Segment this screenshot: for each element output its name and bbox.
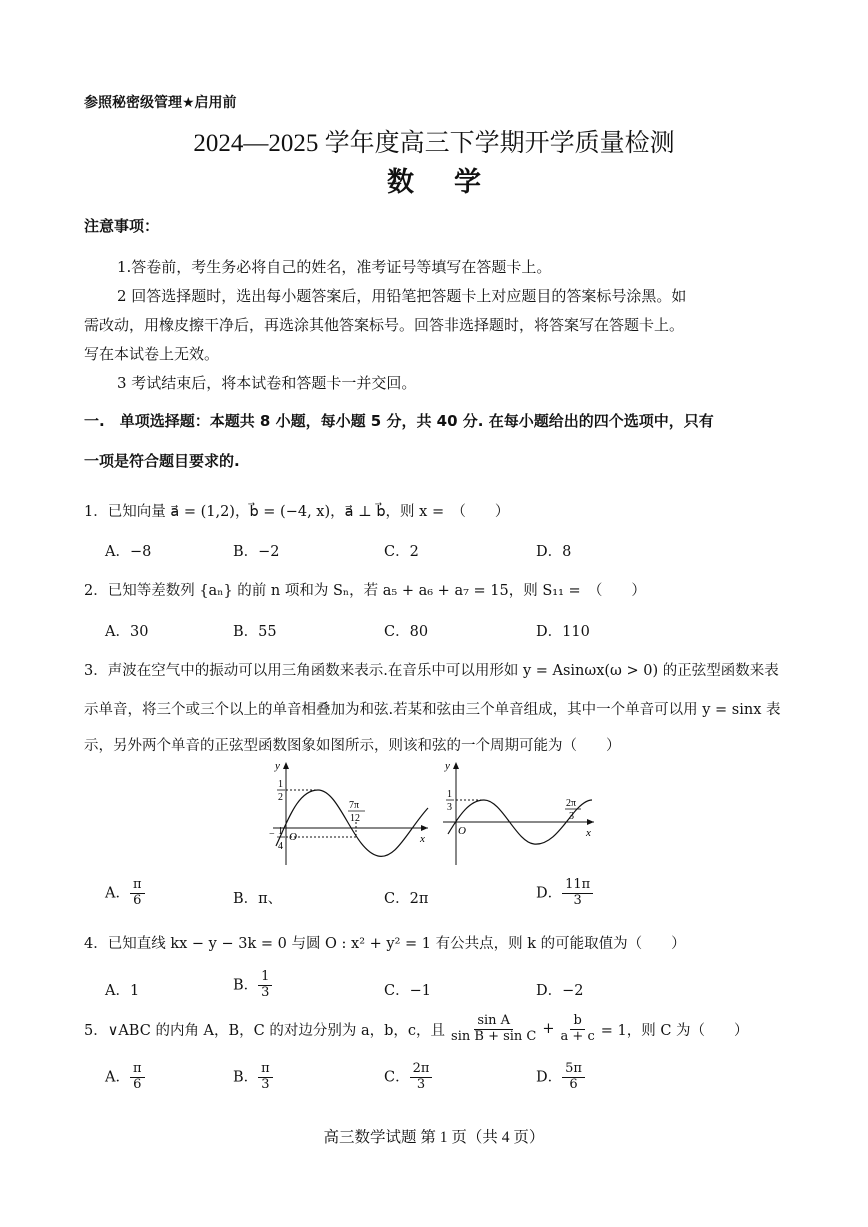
q4-option-b-numerator: 1 — [258, 970, 272, 986]
question-3-line3: 示，另外两个单音的正弦型函数图象如图所示，则该和弦的一个周期可能为（ ） — [84, 738, 621, 754]
section-heading-line2: 一项是符合题目要求的. — [84, 452, 240, 470]
q5-option-b-label: B． — [233, 1069, 259, 1086]
x-mark-denominator: 3 — [569, 811, 574, 822]
q5-option-a-numerator: π — [130, 1062, 145, 1078]
q5-fraction-2-numerator: b — [570, 1014, 584, 1030]
notice-item-2-end: 写在本试卷上无效。 — [84, 345, 220, 363]
max-value-numerator: 1 — [447, 789, 452, 800]
origin-label: O — [289, 831, 297, 843]
notice-item-2-cont: 需改动，用橡皮擦干净后，再选涂其他答案标号。回答非选择题时，将答案写在答题卡上。 — [84, 316, 685, 334]
q5-option-a — [105, 1062, 145, 1093]
q3-option-d-numerator: 11π — [562, 878, 593, 894]
q5-plus-sign: + — [542, 1021, 555, 1038]
min-value-numerator: 1 — [278, 826, 283, 837]
y-axis-arrow-icon — [453, 762, 459, 769]
sine-graph-1 — [268, 760, 433, 870]
notice-item-2: 2 回答选择题时，选出每小题答案后，用铅笔把答题卡上对应题目的答案标号涂黑。如 — [117, 287, 687, 305]
q2-option-d: D．110 — [536, 624, 590, 640]
sine-graph-2 — [438, 760, 598, 870]
q5-option-b-numerator: π — [258, 1062, 273, 1078]
question-5-suffix: = 1，则 C 为（ ） — [600, 1022, 749, 1039]
y-axis-label: y — [275, 760, 280, 772]
max-value-denominator: 3 — [447, 802, 452, 813]
x-mark-numerator: 2π — [566, 798, 577, 809]
origin-label: O — [458, 825, 466, 837]
question-5 — [84, 1014, 749, 1045]
q4-option-b-denominator: 3 — [261, 984, 270, 1000]
notice-item-1: 1.答卷前，考生务必将自己的姓名，准考证号等填写在答题卡上。 — [117, 258, 552, 276]
q5-fraction-1-numerator: sin A — [474, 1014, 513, 1030]
x-axis-arrow-icon — [587, 819, 594, 825]
q3-option-b: B．π、 — [233, 891, 283, 907]
y-axis-label: y — [445, 760, 450, 772]
q4-option-c: C．−1 — [384, 983, 431, 999]
q2-option-c: C．80 — [384, 624, 429, 640]
q3-option-d — [536, 878, 593, 909]
question-2: 2．已知等差数列 {aₙ} 的前 n 项和为 Sₙ，若 a₅ + a₆ + a₇ = 15，则 S₁₁ = （ ） — [84, 583, 646, 599]
q5-option-c-denominator: 3 — [416, 1076, 426, 1092]
q5-option-a-denominator: 6 — [133, 1076, 142, 1092]
q4-option-b-label: B． — [233, 977, 259, 994]
q5-option-d-fraction — [562, 1062, 585, 1093]
q5-fraction-2-denominator: a + c — [560, 1028, 595, 1044]
q3-option-d-denominator: 3 — [573, 892, 582, 908]
q5-option-c-numerator: 2π — [410, 1062, 433, 1078]
question-5-prefix: 5．∨ABC 的内角 A，B，C 的对边分别为 a，b，c，且 — [84, 1022, 446, 1039]
q3-option-d-label: D． — [536, 885, 563, 902]
notice-heading: 注意事项： — [84, 217, 160, 235]
q5-option-c — [384, 1062, 432, 1093]
q5-fraction-1-denominator: sin B + sin C — [451, 1028, 537, 1044]
x-mark-denominator: 12 — [350, 813, 360, 824]
q4-option-d: D．−2 — [536, 983, 584, 999]
min-value-sign: − — [269, 829, 275, 840]
max-value-denominator: 2 — [278, 792, 283, 803]
q5-fraction-1 — [448, 1014, 539, 1045]
page-footer: 高三数学试题 第 1 页（共 4 页） — [323, 1129, 545, 1146]
q5-option-c-fraction — [410, 1062, 433, 1093]
q3-option-a — [105, 878, 145, 909]
q3-option-a-numerator: π — [130, 878, 145, 894]
q4-option-b — [233, 970, 272, 1001]
question-1: 1．已知向量 a⃗ = (1,2)，b⃗ = (−4, x)，a⃗ ⊥ b⃗，则 x = （ ） — [84, 504, 510, 520]
q5-option-b-fraction — [258, 1062, 273, 1093]
min-value-denominator: 4 — [278, 841, 283, 852]
subject-title: 数学 — [387, 167, 521, 198]
q5-fraction-2 — [558, 1014, 598, 1045]
q5-option-d — [536, 1062, 585, 1093]
q3-option-a-fraction — [130, 878, 145, 909]
section-heading-line1: 一. 单项选择题：本题共 8 小题，每小题 5 分，共 40 分. 在每小题给出的四个选项中，只有 — [84, 412, 714, 430]
q3-option-a-denominator: 6 — [133, 892, 142, 908]
q2-option-b: B．55 — [233, 624, 277, 640]
q5-option-a-label: A． — [105, 1069, 130, 1086]
q1-option-a: A．−8 — [105, 544, 152, 560]
q5-option-a-fraction — [130, 1062, 145, 1093]
q4-option-a: A．1 — [105, 983, 140, 999]
q5-option-d-label: D． — [536, 1069, 563, 1086]
q5-option-d-numerator: 5π — [562, 1062, 585, 1078]
q4-option-b-fraction — [258, 970, 272, 1001]
q2-option-a: A．30 — [105, 624, 149, 640]
question-3-line2: 示单音，将三个或三个以上的单音相叠加为和弦.若某和弦由三个单音组成，其中一个单音可以用 y = sinx 表 — [84, 702, 781, 718]
q1-option-d: D．8 — [536, 544, 572, 560]
x-axis-label: x — [420, 833, 425, 845]
q5-option-d-denominator: 6 — [569, 1076, 578, 1092]
q5-option-c-label: C． — [384, 1069, 410, 1086]
notice-item-3: 3 考试结束后，将本试卷和答题卡一并交回。 — [117, 374, 417, 392]
x-axis-arrow-icon — [421, 825, 428, 831]
x-mark-numerator: 7π — [349, 800, 360, 811]
q5-option-b-denominator: 3 — [261, 1076, 270, 1092]
question-4: 4．已知直线 kx − y − 3k = 0 与圆 O : x² + y² = 1 有公共点，则 k 的可能取值为（ ） — [84, 936, 686, 952]
x-axis-label: x — [586, 827, 591, 839]
exam-title: 2024—2025 学年度高三下学期开学质量检测 — [193, 130, 675, 157]
q5-option-b — [233, 1062, 273, 1093]
confidentiality-label: 参照秘密级管理★启用前 — [84, 95, 237, 111]
q1-option-c: C．2 — [384, 544, 419, 560]
question-3-line1: 3．声波在空气中的振动可以用三角函数来表示.在音乐中可以用形如 y = Asinωx(ω > 0) 的正弦型函数来表 — [84, 663, 779, 679]
q3-option-a-label: A． — [105, 885, 130, 902]
q3-option-c: C．2π — [384, 891, 429, 907]
max-value-numerator: 1 — [278, 779, 283, 790]
y-axis-arrow-icon — [283, 762, 289, 769]
q1-option-b: B．−2 — [233, 544, 280, 560]
q3-option-d-fraction — [562, 878, 593, 909]
